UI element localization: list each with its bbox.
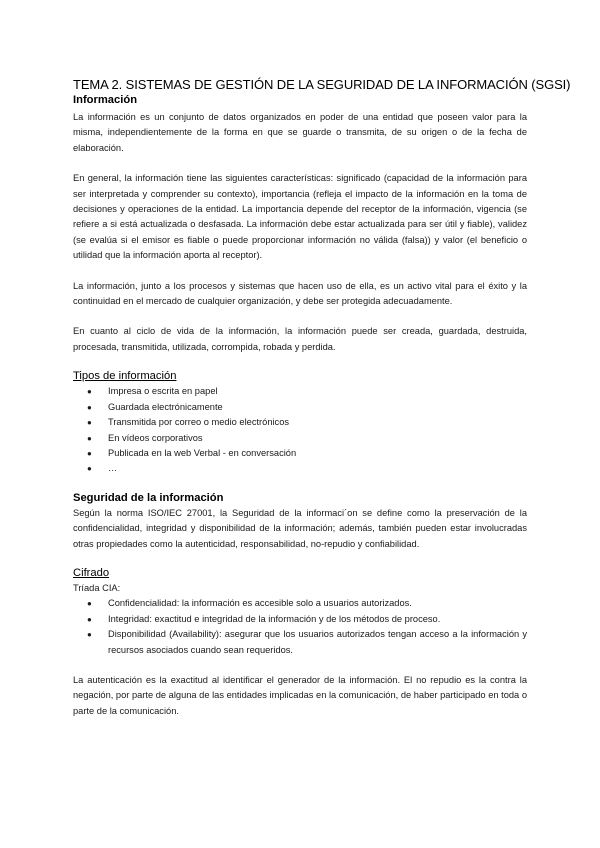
list-item: ● En vídeos corporativos (73, 431, 527, 446)
paragraph-activo: La información, junto a los procesos y sistemas que hacen uso de ella, es un activo vital para el éxito y la continuidad en el mercado de cualquier organización, y debe ser protegida adecuadamente. (73, 280, 527, 307)
bullet-icon: ● (87, 599, 92, 609)
list-item: ● Transmitida por correo o medio electrónicos (73, 415, 527, 430)
triada-intro: Tríada CIA: (73, 582, 121, 593)
bullet-icon: ● (87, 448, 92, 458)
paragraph-autenticacion: La autenticación es la exactitud al identificar el generador de la información. El no repudio es la contra la negación, por parte de alguna de las entidades implicadas en la comunicación, de haber participado en toda o parte de la comunicación. (73, 674, 527, 716)
list-item: ● Impresa o escrita en papel (73, 384, 527, 399)
list-item: ● … (73, 461, 527, 476)
list-item: ● Disponibilidad (Availability): asegurar que los usuarios autorizados tengan acceso a la información y recursos asociados cuando sean requeridos. (87, 629, 527, 655)
bullet-icon: ● (87, 614, 92, 624)
paragraph-caracteristicas: En general, la información tiene las siguientes características: significado (capacidad de la información para ser interpretada y comprender su contexto), importancia (refleja el impacto de la información en la toma de decisiones y operaciones de la entidad. La importancia depende del receptor de la información, vigencia (se refiere a si está actualizada o desfasada. La información debe estar actualizada para ser útil y fiable), validez (se evalúa si el emisor es fiable o puede proporcionar información no válida (falsa)) y valor (el beneficio o utilidad que la información aporta al receptor). (73, 173, 527, 261)
bullet-icon: ● (87, 418, 92, 428)
list-item: ● Publicada en la web Verbal - en conversación (73, 446, 527, 461)
paragraph-definicion: La información es un conjunto de datos organizados en poder de una entidad que poseen valor para la misma, independientemente de la forma en que se guarde o transmita, de su origen o de la fecha de elaboración. (73, 112, 527, 153)
heading-tipos: Tipos de información (73, 370, 177, 383)
bullet-icon: ● (87, 464, 92, 474)
heading-cifrado: Cifrado (73, 566, 110, 579)
list-item: ● Guardada electrónicamente (73, 400, 527, 415)
document-title: TEMA 2. SISTEMAS DE GESTIÓN DE LA SEGURIDAD DE LA INFORMACIÓN (SGSI) (73, 77, 571, 92)
paragraph-iso27001: Según la norma ISO/IEC 27001, la Seguridad de la informaci´on se define como la preservación de la confidencialidad, integridad y disponibilidad de la información; además, también pueden estar involucradas otras propiedades como la autenticidad, responsabilidad, no-repudio y confiabilidad. (73, 507, 527, 549)
heading-informacion: Información (73, 94, 138, 106)
triada-list (73, 596, 527, 658)
tipos-list (73, 384, 527, 476)
bullet-icon: ● (87, 387, 92, 397)
bullet-icon: ● (87, 433, 92, 443)
paragraph-ciclo-vida: En cuanto al ciclo de vida de la información, la información puede ser creada, guardada, destruida, procesada, transmitida, utilizada, corrompida, robada y perdida. (73, 326, 527, 352)
bullet-icon: ● (87, 630, 92, 640)
heading-seguridad: Seguridad de la información (73, 491, 224, 504)
list-item: ● Confidencialidad: la información es accesible solo a usuarios autorizados. (73, 596, 527, 611)
list-item: ● Integridad: exactitud e integridad de la información y de los métodos de proceso. (73, 612, 527, 627)
document-body (73, 76, 571, 719)
bullet-icon: ● (87, 402, 92, 412)
